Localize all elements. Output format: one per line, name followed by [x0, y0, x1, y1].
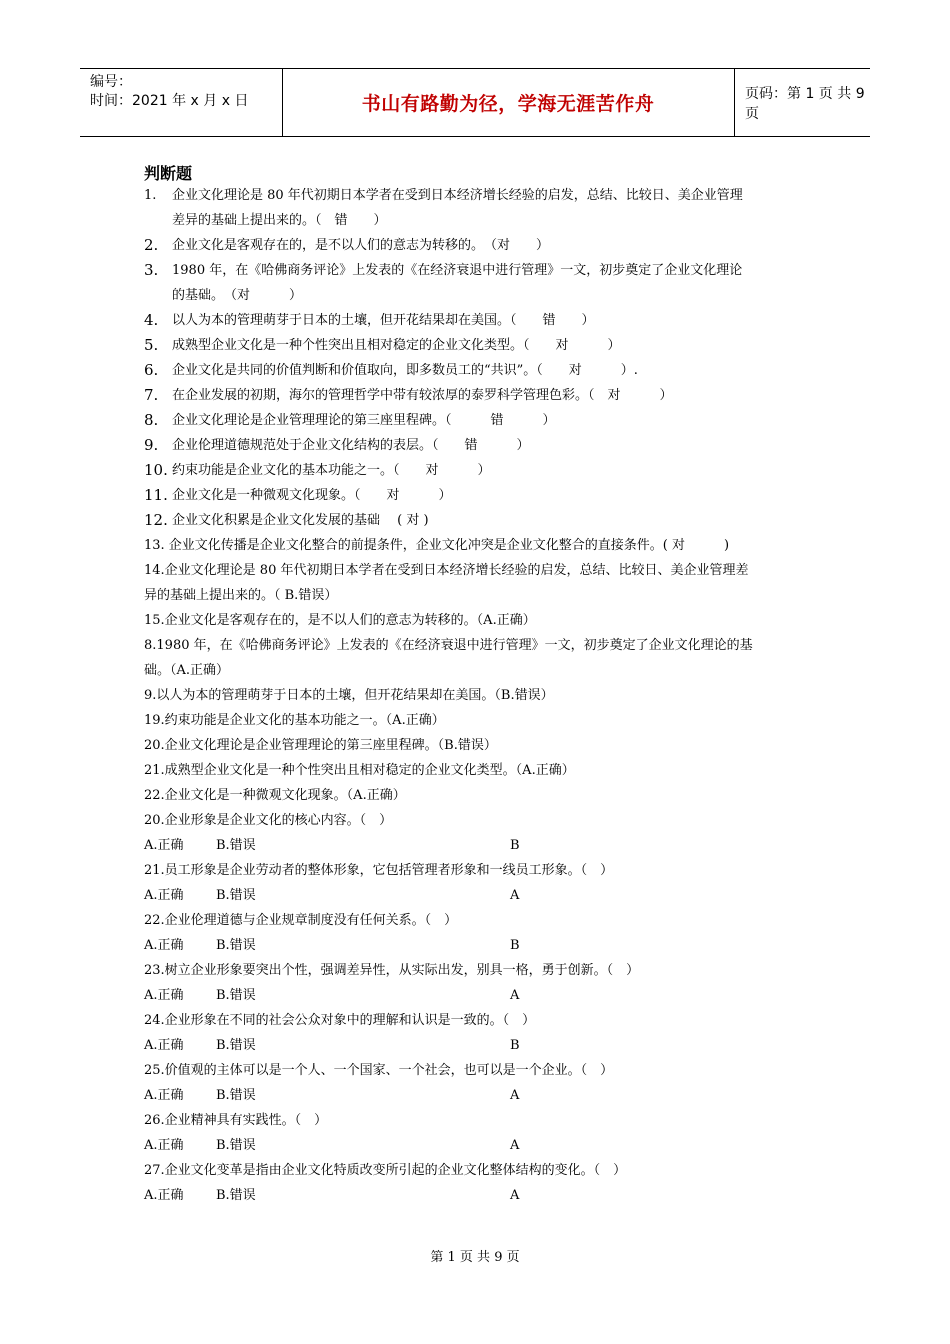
answer-key: A [510, 1088, 520, 1103]
question-item [144, 183, 810, 208]
question-text: 以人为本的管理萌芽于日本的土壤，但开花结果却在美国。（ 错 ） [172, 313, 595, 328]
question-line: 19.约束功能是企业文化的基本功能之一。（A.正确） [144, 713, 445, 728]
choice-options [144, 933, 810, 958]
question-item [144, 458, 810, 483]
option-b: B.错误 [216, 988, 256, 1003]
option-b: B.错误 [216, 838, 256, 853]
option-b: B.错误 [216, 938, 256, 953]
option-a: A.正确 [144, 938, 184, 953]
question-number: 6. [144, 361, 159, 379]
question-line: 22.企业文化是一种微观文化现象。（A.正确） [144, 788, 406, 803]
answer-key: B [510, 838, 520, 853]
question-text: 企业文化理论是企业管理理论的第三座里程碑。（ 错 ） [172, 413, 556, 428]
question-number: 11. [144, 486, 168, 504]
document-date-label: 时间：2021 年 x 月 x 日 [90, 93, 249, 109]
question-number: 9. [144, 436, 159, 454]
question-list [144, 183, 810, 1208]
question-text: 企业伦理道德规范处于企业文化结构的表层。（ 错 ） [172, 438, 530, 453]
option-a: A.正确 [144, 988, 184, 1003]
choice-options [144, 883, 810, 908]
option-a: A.正确 [144, 888, 184, 903]
option-b: B.错误 [216, 1088, 256, 1103]
question-item [144, 408, 810, 433]
choice-question: 21.员工形象是企业劳动者的整体形象，它包括管理者形象和一线员工形象。（ ） [144, 863, 614, 878]
choice-options [144, 1183, 810, 1208]
question-line: 21.成熟型企业文化是一种个性突出且相对稳定的企业文化类型。（A.正确） [144, 763, 575, 778]
question-number: 4. [144, 311, 159, 329]
question-number: 5. [144, 336, 159, 354]
choice-question: 22.企业伦理道德与企业规章制度没有任何关系。（ ） [144, 913, 458, 928]
question-item [144, 258, 810, 283]
choice-question: 23.树立企业形象要突出个性，强调差异性，从实际出发，别具一格，勇于创新。（ ） [144, 963, 640, 978]
question-number: 3. [144, 261, 159, 279]
question-number: 12. [144, 511, 168, 529]
question-item [144, 433, 810, 458]
question-number: 8. [144, 411, 159, 429]
choice-options [144, 1083, 810, 1108]
page-footer: 第 1 页 共 9 页 [430, 1250, 520, 1265]
choice-question: 26.企业精神具有实践性。（ ） [144, 1113, 328, 1128]
question-number: 10. [144, 461, 168, 479]
answer-key: B [510, 1038, 520, 1053]
question-line: 8.1980 年，在《哈佛商务评论》上发表的《在经济衰退中进行管理》一文，初步奠定了企业文化理论的基 [144, 638, 753, 653]
question-text: 成熟型企业文化是一种个性突出且相对稳定的企业文化类型。（ 对 ） [172, 338, 621, 353]
choice-question: 27.企业文化变革是指由企业文化特质改变所引起的企业文化整体结构的变化。（ ） [144, 1163, 627, 1178]
answer-key: A [510, 988, 520, 1003]
question-text: 企业文化是共同的价值判断和价值取向，即多数员工的“共识”。（ 对 ）. [172, 363, 638, 378]
header-meta-cell [80, 69, 283, 136]
question-text: 在企业发展的初期，海尔的管理哲学中带有较浓厚的泰罗科学管理色彩。（ 对 ） [172, 388, 673, 403]
question-item [144, 233, 810, 258]
question-text: 差异的基础上提出来的。（ 错 ） [172, 213, 387, 228]
question-line: 异的基础上提出来的。（ B.错误） [144, 588, 338, 603]
question-text: 企业文化是一种微观文化现象。（ 对 ） [172, 488, 452, 503]
question-line: 14.企业文化理论是 80 年代初期日本学者在受到日本经济增长经验的启发，总结、比较日、美企业管理差 [144, 563, 749, 578]
question-number: 7. [144, 386, 159, 404]
question-item [144, 358, 810, 383]
question-line: 20.企业文化理论是企业管理理论的第三座里程碑。（B.错误） [144, 738, 497, 753]
question-text: 约束功能是企业文化的基本功能之一。（ 对 ） [172, 463, 491, 478]
option-b: B.错误 [216, 1188, 256, 1203]
question-line: 15.企业文化是客观存在的，是不以人们的意志为转移的。（A.正确） [144, 613, 536, 628]
header-page-info: 页码：第 1 页 共 9 页 [745, 85, 865, 122]
question-text: 1980 年，在《哈佛商务评论》上发表的《在经济衰退中进行管理》一文，初步奠定了企业文化理论 [172, 263, 743, 278]
header-motto: 书山有路勤为径，学海无涯苦作舟 [361, 93, 655, 115]
choice-options [144, 1033, 810, 1058]
question-line: 9.以人为本的管理萌芽于日本的土壤，但开花结果却在美国。（B.错误） [144, 688, 554, 703]
option-a: A.正确 [144, 1038, 184, 1053]
choice-question: 20.企业形象是企业文化的核心内容。（ ） [144, 813, 393, 828]
question-text: 的基础。 （对 ） [172, 288, 303, 303]
answer-key: A [510, 1188, 520, 1203]
option-b: B.错误 [216, 1038, 256, 1053]
header-page-cell [735, 69, 870, 136]
answer-key: A [510, 1138, 520, 1153]
choice-options [144, 983, 810, 1008]
choice-question: 24.企业形象在不同的社会公众对象中的理解和认识是一致的。（ ） [144, 1013, 536, 1028]
option-a: A.正确 [144, 1088, 184, 1103]
question-line: 础。（A.正确） [144, 663, 230, 678]
question-item [144, 308, 810, 333]
question-item [144, 483, 810, 508]
answer-key: A [510, 888, 520, 903]
question-item [144, 283, 810, 308]
question-line: 13. 企业文化传播是企业文化整合的前提条件，企业文化冲突是企业文化整合的直接条件。( 对 ) [144, 538, 730, 553]
answer-key: B [510, 938, 520, 953]
choice-options [144, 1133, 810, 1158]
option-a: A.正确 [144, 1138, 184, 1153]
question-item [144, 383, 810, 408]
question-text: 企业文化是客观存在的，是不以人们的意志为转移的。 （对 ） [172, 238, 550, 253]
question-item [144, 333, 810, 358]
question-number: 2. [144, 236, 159, 254]
option-a: A.正确 [144, 1188, 184, 1203]
question-text: 企业文化积累是企业文化发展的基础 ( 对 ) [172, 513, 429, 528]
question-item [144, 208, 810, 233]
option-b: B.错误 [216, 888, 256, 903]
choice-options [144, 833, 810, 858]
header-motto-cell [282, 69, 735, 136]
page-header [80, 68, 870, 137]
question-number: 1. [144, 188, 157, 203]
question-item [144, 508, 810, 533]
document-number-label: 编号： [90, 74, 132, 90]
section-title: 判断题 [144, 164, 193, 183]
option-b: B.错误 [216, 1138, 256, 1153]
choice-question: 25.价值观的主体可以是一个人、一个国家、一个社会，也可以是一个企业。（ ） [144, 1063, 614, 1078]
question-text: 企业文化理论是 80 年代初期日本学者在受到日本经济增长经验的启发，总结、比较日、美企业管理 [172, 188, 743, 203]
option-a: A.正确 [144, 838, 184, 853]
